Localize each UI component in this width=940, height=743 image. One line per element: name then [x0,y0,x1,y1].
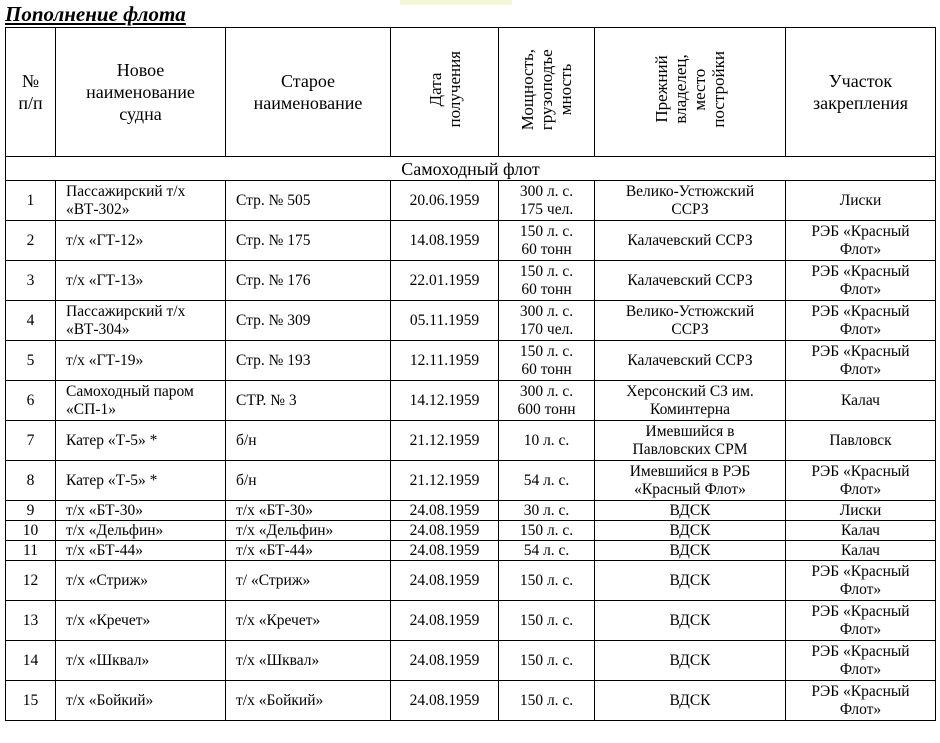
cell-new-name: т/х «ГТ-19» [56,341,226,381]
cell-new-name: Пассажирский т/х «ВТ-302» [56,181,226,221]
cell-power: 54 л. с. [499,541,595,561]
cell-owner: Имевшийся в РЭБ «Красный Флот» [595,461,786,501]
table-row [6,601,936,641]
cell-old-name: Стр. № 193 [226,341,391,381]
cell-power: 150 л. с. [499,641,595,681]
cell-old-name: т/х «БТ-44» [226,541,391,561]
cell-owner: Имевшийся в Павловских СРМ [595,421,786,461]
cell-section: РЭБ «Красный Флот» [786,681,936,721]
table-row [6,181,936,221]
cell-date: 05.11.1959 [391,301,499,341]
cell-date: 24.08.1959 [391,681,499,721]
table-row [6,501,936,521]
cell-section: Лиски [786,501,936,521]
cell-section: РЭБ «Красный Флот» [786,261,936,301]
cell-power: 150 л. с. 60 тонн [499,261,595,301]
header-new-name: Новое наименование судна [56,28,226,157]
cell-owner: ВДСК [595,501,786,521]
cell-num: 11 [6,541,56,561]
header-date: Дата получения [391,28,499,157]
cell-old-name: т/х «Кречет» [226,601,391,641]
table-row [6,261,936,301]
header-section: Участок закрепления [786,28,936,157]
cell-new-name: т/х «Шквал» [56,641,226,681]
cell-section: РЭБ «Красный Флот» [786,341,936,381]
cell-power: 300 л. с. 600 тонн [499,381,595,421]
cell-old-name: т/ «Стриж» [226,561,391,601]
cell-power: 150 л. с. 60 тонн [499,221,595,261]
cell-old-name: б/н [226,421,391,461]
cell-owner: ВДСК [595,521,786,541]
cell-num: 3 [6,261,56,301]
cell-old-name: т/х «Бойкий» [226,681,391,721]
cell-new-name: Катер «Т-5» * [56,461,226,501]
cell-owner: Велико-Устюжский ССРЗ [595,181,786,221]
cell-num: 13 [6,601,56,641]
cell-power: 54 л. с. [499,461,595,501]
cell-section: Калач [786,541,936,561]
cell-power: 10 л. с. [499,421,595,461]
cell-new-name: т/х «ГТ-13» [56,261,226,301]
cell-new-name: т/х «БТ-44» [56,541,226,561]
cell-owner: ВДСК [595,561,786,601]
header-power: Мощность, грузоподъе мность [499,28,595,157]
cell-power: 30 л. с. [499,501,595,521]
table-row [6,421,936,461]
cell-date: 12.11.1959 [391,341,499,381]
table-row [6,461,936,501]
cell-date: 21.12.1959 [391,421,499,461]
cell-new-name: Самоходный паром «СП-1» [56,381,226,421]
cell-owner: ВДСК [595,601,786,641]
cell-num: 15 [6,681,56,721]
table-row [6,341,936,381]
cell-new-name: т/х «Кречет» [56,601,226,641]
cell-num: 1 [6,181,56,221]
cell-date: 24.08.1959 [391,501,499,521]
table-row [6,221,936,261]
cell-power: 150 л. с. [499,681,595,721]
cell-power: 150 л. с. [499,521,595,541]
table-row [6,381,936,421]
header-num: № п/п [6,28,56,157]
table-row [6,541,936,561]
cell-new-name: т/х «Дельфин» [56,521,226,541]
cell-section: РЭБ «Красный Флот» [786,461,936,501]
cell-power: 150 л. с. [499,561,595,601]
cell-owner: Велико-Устюжский ССРЗ [595,301,786,341]
cell-date: 24.08.1959 [391,541,499,561]
cell-date: 22.01.1959 [391,261,499,301]
cell-power: 150 л. с. [499,601,595,641]
cell-owner: Калачевский ССРЗ [595,261,786,301]
cell-owner: Калачевский ССРЗ [595,221,786,261]
cell-date: 14.08.1959 [391,221,499,261]
cell-new-name: т/х «БТ-30» [56,501,226,521]
cell-num: 8 [6,461,56,501]
cell-new-name: т/х «Стриж» [56,561,226,601]
cell-date: 24.08.1959 [391,641,499,681]
cell-section: РЭБ «Красный Флот» [786,301,936,341]
cell-old-name: Стр. № 505 [226,181,391,221]
table-row [6,301,936,341]
cell-num: 4 [6,301,56,341]
cell-owner: Калачевский ССРЗ [595,341,786,381]
cell-old-name: б/н [226,461,391,501]
section-title: Самоходный флот [6,157,936,181]
cell-owner: ВДСК [595,681,786,721]
cell-section: Павловск [786,421,936,461]
cell-date: 21.12.1959 [391,461,499,501]
cell-date: 20.06.1959 [391,181,499,221]
cell-power: 150 л. с. 60 тонн [499,341,595,381]
cell-old-name: Стр. № 176 [226,261,391,301]
cell-old-name: т/х «Шквал» [226,641,391,681]
cell-owner: Херсонский СЗ им. Коминтерна [595,381,786,421]
fleet-table [5,27,936,721]
cell-num: 2 [6,221,56,261]
cell-num: 10 [6,521,56,541]
cell-section: РЭБ «Красный Флот» [786,641,936,681]
table-row [6,641,936,681]
cell-new-name: Катер «Т-5» * [56,421,226,461]
cell-date: 24.08.1959 [391,561,499,601]
cell-date: 14.12.1959 [391,381,499,421]
cell-old-name: СТР. № 3 [226,381,391,421]
cell-num: 12 [6,561,56,601]
cell-num: 7 [6,421,56,461]
header-old-name: Старое наименование [226,28,391,157]
table-row [6,521,936,541]
cell-section: Лиски [786,181,936,221]
cell-section: Калач [786,381,936,421]
cell-num: 14 [6,641,56,681]
text-highlight [400,0,512,5]
page-title: Пополнение флота [5,2,186,26]
table-row [6,561,936,601]
cell-new-name: т/х «ГТ-12» [56,221,226,261]
cell-power: 300 л. с. 175 чел. [499,181,595,221]
cell-section: Калач [786,521,936,541]
header-row [6,28,936,157]
cell-old-name: т/х «БТ-30» [226,501,391,521]
cell-date: 24.08.1959 [391,601,499,641]
cell-owner: ВДСК [595,541,786,561]
cell-power: 300 л. с. 170 чел. [499,301,595,341]
cell-owner: ВДСК [595,641,786,681]
cell-old-name: Стр. № 309 [226,301,391,341]
cell-num: 6 [6,381,56,421]
cell-section: РЭБ «Красный Флот» [786,601,936,641]
cell-num: 9 [6,501,56,521]
header-owner: Прежний владелец, место постройки [595,28,786,157]
cell-date: 24.08.1959 [391,521,499,541]
table-row [6,681,936,721]
cell-section: РЭБ «Красный Флот» [786,561,936,601]
cell-new-name: Пассажирский т/х «ВТ-304» [56,301,226,341]
cell-num: 5 [6,341,56,381]
cell-new-name: т/х «Бойкий» [56,681,226,721]
cell-old-name: Стр. № 175 [226,221,391,261]
section-row [6,157,936,181]
cell-section: РЭБ «Красный Флот» [786,221,936,261]
cell-old-name: т/х «Дельфин» [226,521,391,541]
